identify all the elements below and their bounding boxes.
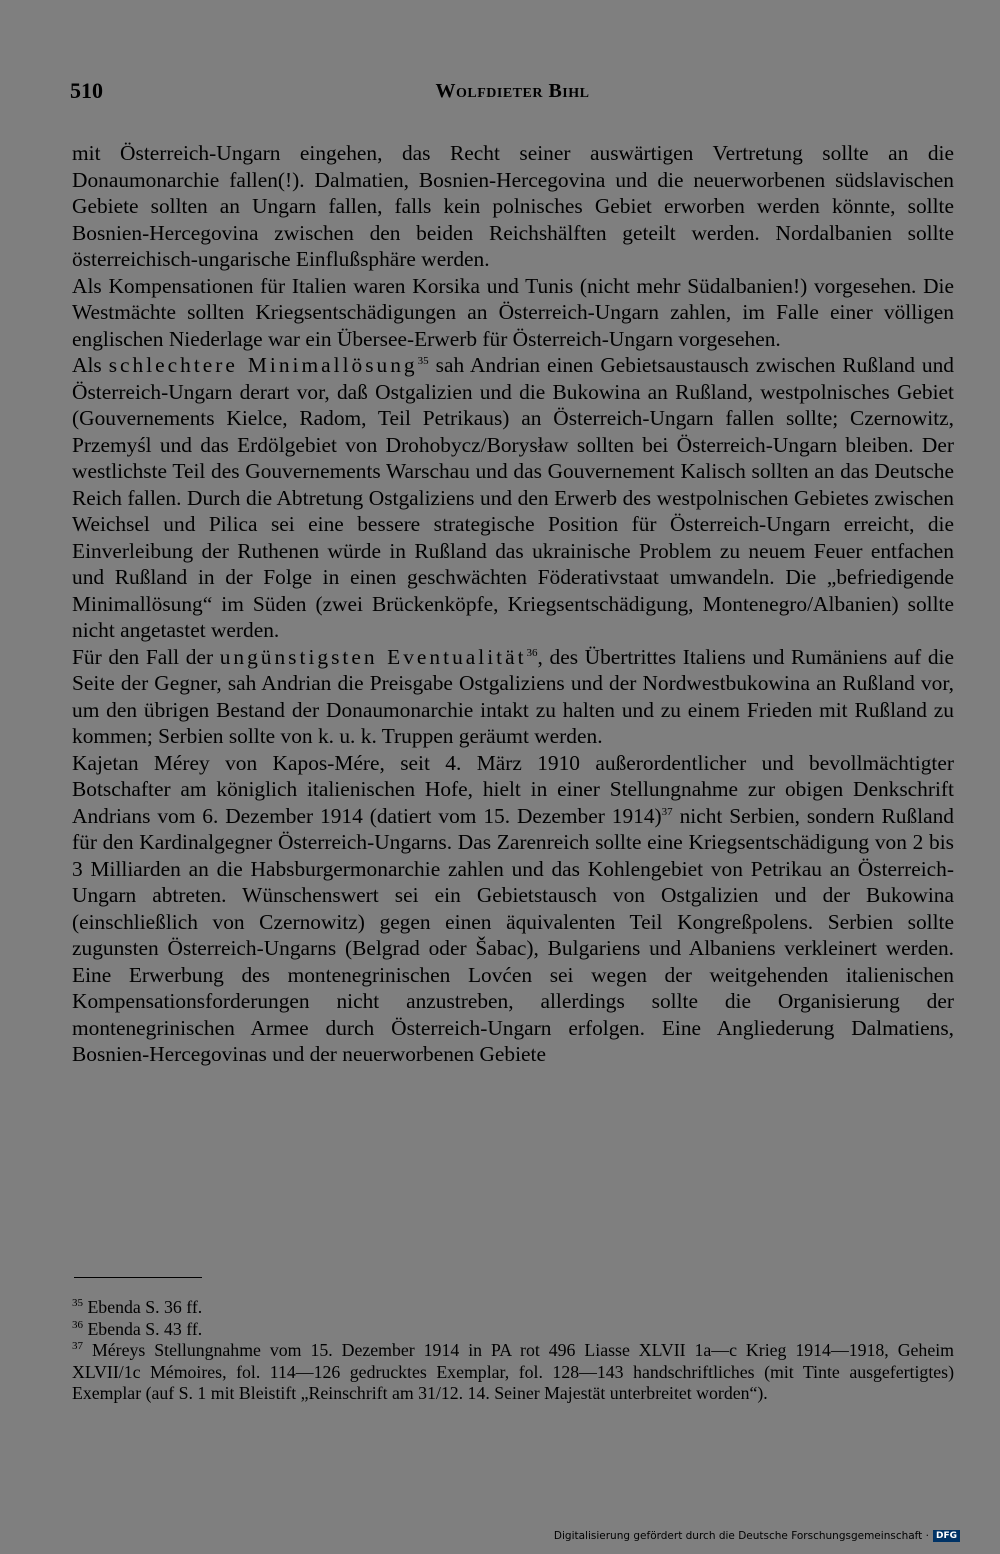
footnote-36 — [72, 1319, 954, 1341]
paragraph-3-text: sah Andrian einen Gebietsaustausch zwischen Rußland und Österreich-Ungarn derart vor, daß Ostgalizien und die Bukowina an Rußland, westpolnisches Gebiet (Gouvernements Kielce, Radom, Teil Petrikaus) an Österreich-Ungarn fallen sollte; Czernowitz, Przemyśl und das Erdölgebiet von Drohobycz/Borysław sollten bei Österreich-Ungarn bleiben. Der westlichste Teil des Gouvernements Warschau und das Gouvernement Kalisch sollten an das Deutsche Reich fallen. Durch die Abtretung Ostgaliziens und den Erwerb des westpolnischen Gebietes zwischen Weichsel und Pilica sei eine bessere strategische Position für Österreich-Ungarn erreicht, die Einverleibung der Ruthenen würde in Rußland das ukrainische Problem zu neuem Feuer entfachen und Rußland in der Folge in einen geschwächten Föderativstaat umwandeln. Die „befriedigende Minimallösung“ im Süden (zwei Brückenköpfe, Kriegsentschädigung, Montenegro/Albanien) sollte nicht angetastet werden. — [72, 353, 954, 642]
running-head: Wolfdieter Bihl — [435, 80, 590, 102]
footnotes — [72, 1297, 954, 1405]
digitization-credit — [554, 1530, 960, 1542]
paragraph-2: Als Kompensationen für Italien waren Korsika und Tunis (nicht mehr Südalbanien!) vorgesehen. Die Westmächte sollten Kriegsentschädigungen an Österreich-Ungarn zahlen, im Falle einer völligen englischen Niederlage war ein Übersee-Erwerb für Österreich-Ungarn vorgesehen. — [72, 273, 954, 351]
footnote-37 — [72, 1340, 954, 1405]
credit-text: Digitalisierung gefördert durch die Deutsche Forschungsgemeinschaft · — [553, 1530, 929, 1542]
paragraph-1: mit Österreich-Ungarn eingehen, das Recht seiner auswärtigen Vertretung sollte an die Donaumonarchie fallen(!). Dalmatien, Bosnien-Hercegovina und die neuerworbenen südslavischen Gebiete sollten an Ungarn fallen, falls kein polnisches Gebiet erworben werden könnte, sollte Bosnien-Hercegovina zwischen den beiden Reichshälften geteilt werden. Nordalbanien sollte österreichisch-ungarische Einflußsphäre werden. — [72, 141, 954, 271]
paragraph-5 — [72, 750, 954, 1068]
footnote-separator — [74, 1277, 202, 1278]
dfg-logo-icon: DFG — [933, 1530, 960, 1542]
footnote-text: Ebenda S. 43 ff. — [83, 1318, 203, 1339]
paragraph-5-text: nicht Serbien, sondern Rußland für den Kardinalgegner Österreich-Ungarns. Das Zarenreich sollte eine Kriegsentschädigung von 2 bis 3 Milliarden an die Habsburgermonarchie zahlen und das Kohlengebiet von Petrikau an Österreich-Ungarn abtreten. Wünschenswert sei ein Gebietstausch von Ostgalizien und der Bukowina (einschließlich von Czernowitz) gegen einen äquivalenten Teil Kongreßpolens. Serbien sollte zugunsten Österreich-Ungarns (Belgrad oder Šabac), Bulgariens und Albaniens verkleinert werden. Eine Erwerbung des montenegrinischen Lovćen sei wegen der weitgehenden italienischen Kompensationsforderungen nicht anzustreben, allerdings sollte die Organisierung der montenegrinischen Armee durch Österreich-Ungarn erfolgen. Eine Angliederung Dalmatiens, Bosnien-Hercegovinas und der neuerworbenen Gebiete — [72, 803, 954, 1066]
footnote-text: Ebenda S. 36 ff. — [83, 1297, 203, 1317]
footnote-number: 35 — [72, 1297, 83, 1310]
paragraph-3-lead: Als — [72, 353, 109, 377]
emphasis-spaced: ungünstigsten Eventualität — [219, 644, 527, 669]
footnote-number: 36 — [72, 1318, 83, 1331]
footnote-ref-36: 36 — [526, 646, 538, 659]
footnote-ref-35: 35 — [417, 354, 429, 367]
body-text — [72, 140, 954, 1068]
page-header — [70, 78, 955, 108]
paragraph-5-lead: Kajetan Mérey von Kapos-Mére, seit 4. März 1910 außerordentlicher und bevollmächtigter Botschafter am königlich italienischen Hofe, hielt in einer Stellungnahme zur obigen Denkschrift Andrians vom 6. Dezember 1914 (datiert vom 15. Dezember 1914) — [72, 750, 954, 828]
page-number: 510 — [70, 78, 103, 103]
paragraph-3 — [72, 352, 954, 644]
footnote-ref-37: 37 — [661, 805, 673, 818]
footnote-number: 37 — [72, 1340, 83, 1353]
paragraph-4-lead: Für den Fall der — [72, 644, 220, 669]
footnote-text: Méreys Stellungnahme vom 15. Dezember 1914 in PA rot 496 Liasse XLVII 1a—c Krieg 1914—1918, Geheim XLVII/1c Mémoires, fol. 114—126 gedrucktes Exemplar, fol. 128—143 handschriftliches (mit Tinte ausgefertigtes) Exemplar (auf S. 1 mit Bleistift „Reinschrift am 31/12. 14. Seiner Majestät unterbreitet worden“). — [72, 1340, 954, 1404]
footnote-35 — [72, 1297, 954, 1319]
paragraph-4 — [72, 644, 954, 750]
emphasis-spaced: schlechtere Minimallösung — [108, 353, 418, 377]
paragraph-4-text: , des Übertrittes Italiens und Rumäniens auf die Seite der Gegner, sah Andrian die Preisgabe Ostgaliziens und der Nordwestbukowina an Rußland vor, um den übrigen Bestand der Donaumonarchie intakt zu halten und zu einem Frieden mit Rußland zu kommen; Serbien sollte von k. u. k. Truppen geräumt werden. — [72, 644, 954, 748]
